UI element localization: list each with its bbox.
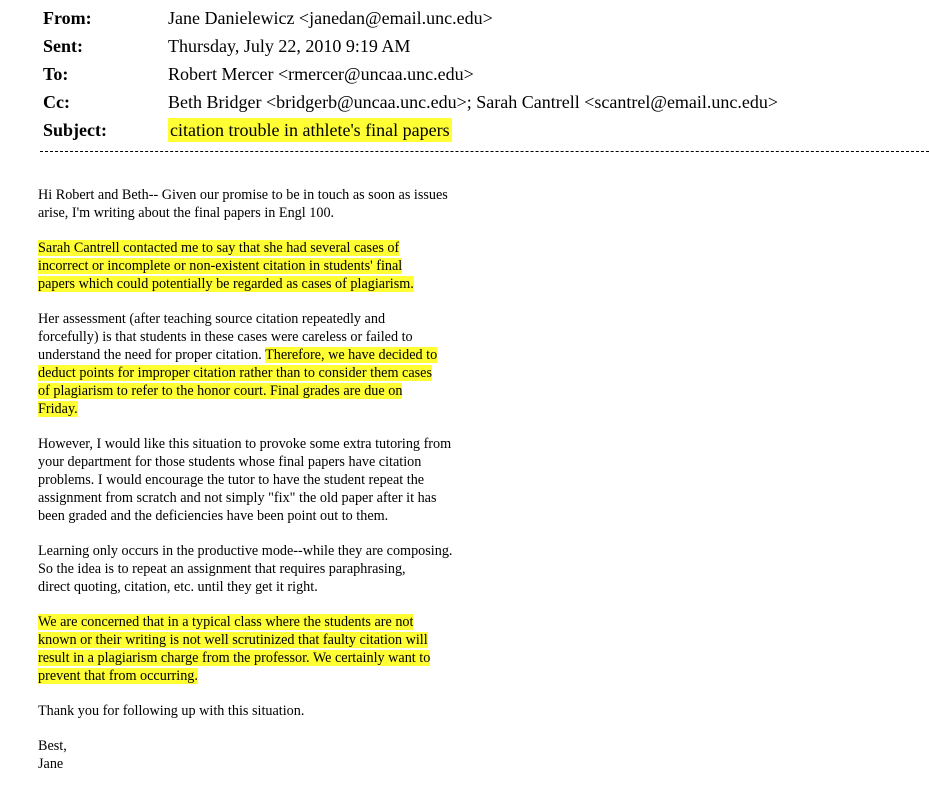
sent-value: Thursday, July 22, 2010 9:19 AM — [168, 36, 411, 56]
learning-text: Learning only occurs in the productive mode--while they are composing. So the idea is to repeat an assignment that requires paraphrasing, direct quoting, citation, etc. until they get it right. — [38, 543, 453, 595]
cc-label: Cc: — [43, 92, 70, 112]
highlighted-text: Sarah Cantrell contacted me to say that she had several cases of incorrect or incomplete or non-existent citation in students' final papers which could potentially be regarded as cases of plagiarism. — [38, 240, 414, 292]
highlighted-text: We are concerned that in a typical class where the students are not known or their writing is not well scrutinized that faulty citation will result in a plagiarism charge from the professor. We certainly want to prevent that from occurring. — [38, 614, 431, 684]
highlighted-text: Therefore, we have decided to deduct points for improper citation rather than to consider them cases of plagiarism to refer to the honor court. Final grades are due on Friday. — [38, 347, 438, 417]
paragraph-learning — [38, 542, 518, 596]
subject-label: Subject: — [43, 120, 107, 140]
to-value: Robert Mercer <rmercer@uncaa.unc.edu> — [168, 64, 474, 84]
paragraph-thanks — [38, 702, 518, 720]
closing-text: Best, Jane — [38, 738, 67, 772]
paragraph-greeting — [38, 186, 518, 222]
subject-value: citation trouble in athlete's final papers — [170, 120, 450, 140]
header-divider — [40, 151, 929, 152]
assessment-text: Her assessment (after teaching source citation repeatedly and forcefully) is that students in these cases were careless or failed to understand the need for proper citation. — [38, 311, 413, 363]
sent-label: Sent: — [43, 36, 83, 56]
signature — [38, 737, 518, 773]
paragraph-assessment — [38, 310, 518, 418]
from-label: From: — [43, 8, 92, 28]
paragraph-sarah-contact — [38, 239, 518, 293]
cc-value: Beth Bridger <bridgerb@uncaa.unc.edu>; Sarah Cantrell <scantrel@email.unc.edu> — [168, 92, 779, 112]
greeting-text: Hi Robert and Beth-- Given our promise to be in touch as soon as issues arise, I'm writing about the final papers in Engl 100. — [38, 187, 448, 221]
to-label: To: — [43, 64, 69, 84]
tutoring-text: However, I would like this situation to provoke some extra tutoring from your department for those students whose final papers have citation problems. I would encourage the tutor to have the student repeat the assignment from scratch and not simply "fix" the old paper after it has been graded and the deficiencies have been point out to them. — [38, 436, 452, 524]
from-value: Jane Danielewicz <janedan@email.unc.edu> — [168, 8, 493, 28]
email-body — [38, 186, 518, 773]
thanks-text: Thank you for following up with this situation. — [38, 703, 305, 719]
paragraph-concern — [38, 613, 518, 685]
paragraph-tutoring — [38, 435, 518, 525]
